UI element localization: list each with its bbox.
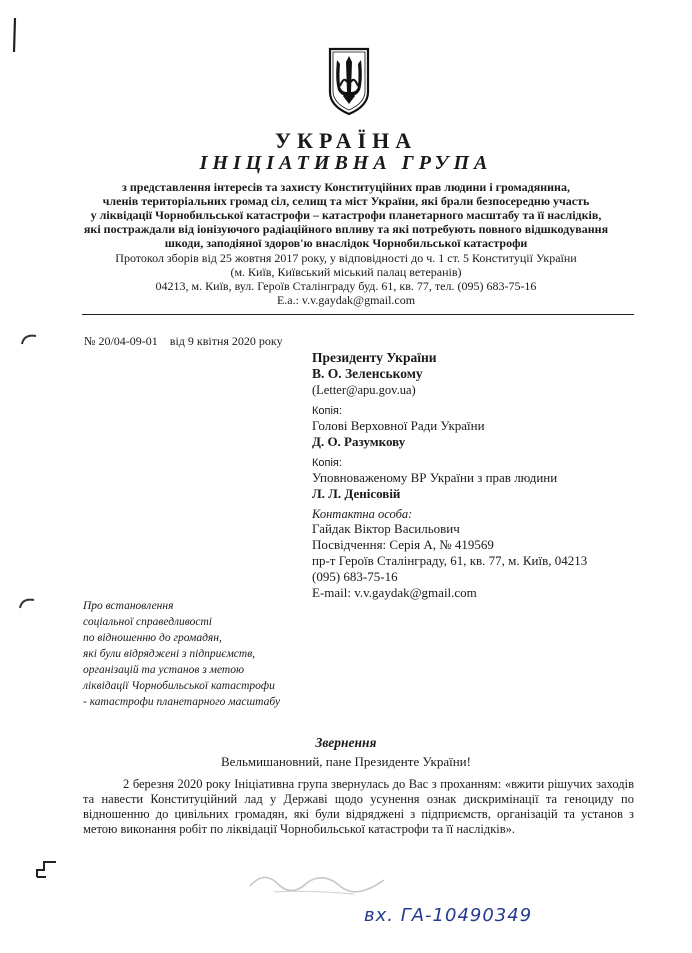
reference-line xyxy=(84,334,283,349)
subject-line: по відношенню до громадян, xyxy=(83,632,222,644)
copy-recipient-name: Д. О. Разумкову xyxy=(312,434,406,449)
contact-line: Посвідчення: Серія А, № 419569 xyxy=(312,537,494,552)
subject-line: Про встановлення xyxy=(83,600,174,612)
recipient-main-name: В. О. Зеленському xyxy=(312,366,423,381)
copy-recipient-role: Голові Верховної Ради України xyxy=(312,418,485,433)
purpose-line: членів територіальних громад сіл, селищ та міст України, які брали безпосередню участь xyxy=(102,194,590,208)
contact-line: пр-т Героїв Сталінграду, 61, кв. 77, м. Київ, 04213 xyxy=(312,553,588,568)
copy-label: Копія: xyxy=(312,457,342,469)
protocol-line: Протокол зборів від 25 жовтня 2017 року, у відповідності до ч. 1 ст. 5 Конституції України xyxy=(115,251,577,265)
copy-label: Копія: xyxy=(312,405,342,417)
stamp-mark-icon xyxy=(34,858,60,880)
purpose-line: які постраждали від іонізуючого радіаційного впливу та які потребують повного відшкодування xyxy=(83,222,609,236)
appeal-title: Звернення xyxy=(315,735,377,750)
margin-mark-icon xyxy=(20,332,38,346)
protocol-line: 04213, м. Київ, вул. Героїв Сталінграду буд. 61, кв. 77, тел. (095) 683-75-16 xyxy=(155,279,537,293)
contact-line: Гайдак Віктор Васильович xyxy=(312,521,460,536)
copy-recipient-name: Л. Л. Денісовій xyxy=(312,486,401,501)
subject-line: ліквідації Чорнобильської катастрофи xyxy=(83,680,275,692)
subject-line: організацій та установ з метою xyxy=(83,664,245,676)
protocol-line: E.a.: v.v.gaydak@gmail.com xyxy=(276,293,416,307)
header-divider xyxy=(82,314,634,315)
subject-line: - катастрофи планетарного масштабу xyxy=(83,696,281,708)
appeal-paragraph: 2 березня 2020 року Ініціативна група звернулась до Вас з проханням: «вжити рішучих заходів та навести Конституційний лад у Державі щодо усунення ознак дискримінації та геноциду по відношенню до цивільних громадян, які були відряджені з підприємств, організацій та установ з метою виконання робіт по ліквідації Чорнобильської катастрофи та її наслідків». xyxy=(83,777,634,836)
purpose-line: у ліквідації Чорнобильської катастрофи – катастрофи планетарного масштабу та її наслідків, xyxy=(90,208,602,222)
contact-line: (095) 683-75-16 xyxy=(312,569,398,584)
subject-line: які були відряджені з підприємств, xyxy=(83,648,256,660)
subject-line: соціальної справедливості xyxy=(83,616,212,628)
country-title: УКРАЇНА xyxy=(274,128,418,153)
reference-date: від 9 квітня 2020 року xyxy=(169,334,283,348)
coat-of-arms-icon xyxy=(327,46,371,116)
protocol-line: (м. Київ, Київський міський палац ветеранів) xyxy=(230,265,462,279)
recipient-main-email: (Letter@apu.gov.ua) xyxy=(312,383,416,397)
copy-recipient-role: Уповноваженому ВР України з прав людини xyxy=(312,470,558,485)
contact-label: Контактна особа: xyxy=(312,507,413,521)
margin-mark-icon xyxy=(8,16,22,54)
group-title: ІНІЦІАТИВНА ГРУПА xyxy=(199,152,493,174)
registration-handwritten: вх. ГА-10490349 xyxy=(364,905,533,926)
recipient-main-role: Президенту України xyxy=(312,350,437,365)
reference-number: № 20/04-09-01 xyxy=(84,334,158,348)
purpose-line: з представлення інтересів та захисту Конституційних прав людини і громадянина, xyxy=(122,180,570,194)
appeal-salutation: Вельмишановний, пане Президенте України! xyxy=(221,754,471,769)
faint-signature-icon xyxy=(244,862,394,902)
contact-line: E-mail: v.v.gaydak@gmail.com xyxy=(312,585,477,600)
margin-mark-icon xyxy=(18,596,36,610)
purpose-line: шкоди, заподіяної здоров'ю внаслідок Чорнобильської катастрофи xyxy=(164,236,528,250)
